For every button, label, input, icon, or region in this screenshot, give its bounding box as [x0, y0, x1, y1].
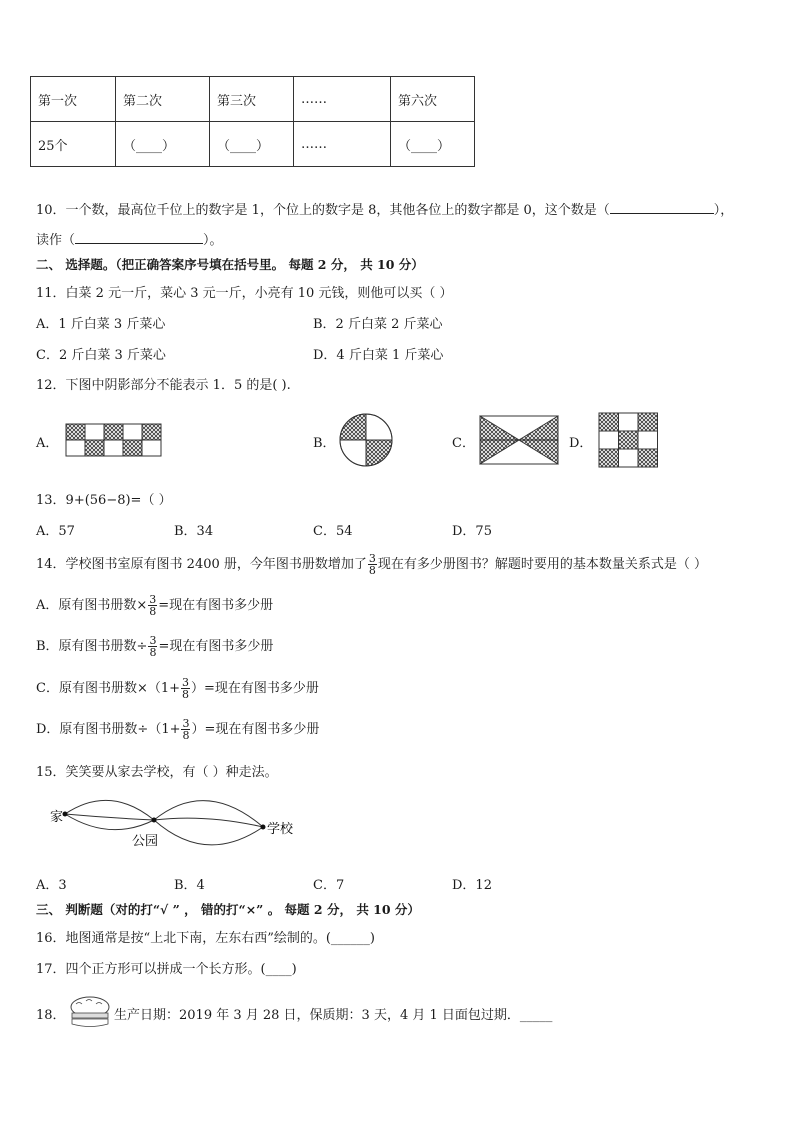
option-c[interactable]: C．: [452, 436, 475, 451]
option-b[interactable]: B．2 斤白菜 2 斤菜心: [313, 317, 443, 332]
option-d-text: ）=现在有图书多少册: [191, 722, 320, 737]
option-a[interactable]: A．1 斤白菜 3 斤菜心: [36, 317, 166, 332]
fraction: [368, 553, 377, 576]
fraction-numerator: 3: [149, 634, 157, 647]
question-10-text: 10．一个数，最高位千位上的数字是 1，个位上的数字是 8，其他各位上的数字都是 0，这个数是（: [36, 203, 610, 218]
question-17: 17．四个正方形可以拼成一个长方形。(____): [36, 962, 297, 977]
question-10-line1: [36, 199, 733, 218]
table-cell-blank: （____）: [210, 122, 294, 167]
park-label: 公园: [132, 834, 159, 849]
option-b[interactable]: B．: [313, 436, 336, 451]
option-b[interactable]: B．34: [174, 524, 214, 539]
question-10-read-close: ）。: [203, 233, 223, 248]
answer-blank[interactable]: [75, 230, 203, 244]
table-header-cell: 第三次: [210, 77, 294, 122]
fraction-denominator: 8: [182, 729, 190, 742]
school-label: 学校: [267, 822, 294, 837]
question-14-text: 现在有多少册图书？解题时要用的基本数量关系式是（ ）: [377, 557, 708, 572]
table-header-row: [31, 77, 475, 122]
fraction-numerator: 3: [149, 593, 157, 606]
figure-a-grid: [66, 424, 161, 456]
fraction: [148, 594, 157, 617]
option-b[interactable]: [36, 635, 273, 659]
table-header-cell: 第六次: [391, 77, 475, 122]
home-label: 家: [50, 810, 64, 825]
question-13-stem: 13．9+(56−8)=（ ）: [36, 493, 172, 508]
option-c[interactable]: C．2 斤白菜 3 斤菜心: [36, 348, 166, 363]
fraction-denominator: 8: [182, 688, 190, 701]
question-14-text: 14．学校图书室原有图书 2400 册，今年图书册数增加了: [36, 557, 367, 572]
fraction-numerator: 3: [182, 676, 190, 689]
option-a-text: A．原有图书册数×: [36, 598, 148, 613]
option-c[interactable]: C．7: [313, 878, 345, 893]
table-header-cell: ……: [294, 77, 391, 122]
fraction-numerator: 3: [182, 717, 190, 730]
question-14-stem: [36, 553, 707, 577]
count-table: [30, 76, 475, 167]
option-b-text: B．原有图书册数÷: [36, 639, 148, 654]
figure-c-rectangle: [480, 416, 558, 464]
option-d-text: D．原有图书册数÷（1+: [36, 722, 181, 737]
option-a[interactable]: A．: [36, 436, 59, 451]
option-d[interactable]: D．: [569, 436, 593, 451]
question-10-line2: [36, 229, 223, 248]
fraction-denominator: 8: [149, 605, 157, 618]
option-c[interactable]: [36, 677, 319, 701]
table-cell-blank: （____）: [116, 122, 210, 167]
question-10-close: ），: [713, 203, 734, 218]
section-3-header: 三、 判断题（对的打“√ ” ， 错的打“×” 。 每题 2 分， 共 10 分）: [36, 902, 420, 917]
option-a-text: =现在有图书多少册: [158, 598, 274, 613]
bread-icon: [66, 994, 114, 1030]
park-point: [152, 818, 157, 823]
question-18-number: 18．: [36, 1008, 66, 1023]
fraction: [181, 677, 190, 700]
answer-blank[interactable]: [610, 200, 714, 214]
option-c-text: C．原有图书册数×（1+: [36, 681, 181, 696]
option-c[interactable]: C．54: [313, 524, 353, 539]
option-d[interactable]: D．75: [452, 524, 492, 539]
option-b-text: =现在有图书多少册: [158, 639, 274, 654]
route-diagram: [40, 792, 310, 856]
option-a[interactable]: A．57: [36, 524, 75, 539]
table-header-cell: 第一次: [31, 77, 116, 122]
option-b[interactable]: B．4: [174, 878, 205, 893]
home-point: [63, 812, 68, 817]
table-cell-blank: （____）: [391, 122, 475, 167]
question-15-stem: 15．笑笑要从家去学校，有（ ）种走法。: [36, 765, 278, 780]
table-cell: 25个: [31, 122, 116, 167]
question-12-stem: 12．下图中阴影部分不能表示 1．5 的是( ).: [36, 378, 291, 393]
fraction-numerator: 3: [368, 552, 376, 565]
table-header-cell: 第二次: [116, 77, 210, 122]
option-a[interactable]: [36, 594, 273, 618]
question-18-text: 生产日期：2019 年 3 月 28 日，保质期：3 天，4 月 1 日面包过期．_____: [114, 1008, 553, 1023]
question-10-read-label: 读作（: [36, 233, 76, 248]
fraction: [181, 718, 190, 741]
option-a[interactable]: A．3: [36, 878, 67, 893]
table-cell: ……: [294, 122, 391, 167]
option-d[interactable]: [36, 718, 319, 742]
question-12-figures: [0, 400, 794, 475]
school-point: [261, 825, 266, 830]
figure-d-grid: [599, 413, 658, 467]
section-2-header: 二、 选择题。（把正确答案序号填在括号里。 每题 2 分， 共 10 分）: [36, 257, 424, 272]
option-d[interactable]: D．12: [452, 878, 492, 893]
question-11-stem: 11．白菜 2 元一斤，菜心 3 元一斤，小亮有 10 元钱，则他可以买（ ）: [36, 286, 453, 301]
figure-b-circle: [340, 414, 392, 466]
table-row: [31, 122, 475, 167]
fraction-denominator: 8: [149, 646, 157, 659]
fraction-denominator: 8: [368, 564, 376, 577]
fraction: [148, 635, 157, 658]
question-16: 16．地图通常是按“上北下南，左东右西”绘制的。(______): [36, 931, 375, 946]
option-c-text: ）=现在有图书多少册: [191, 681, 319, 696]
option-d[interactable]: D．4 斤白菜 1 斤菜心: [313, 348, 444, 363]
